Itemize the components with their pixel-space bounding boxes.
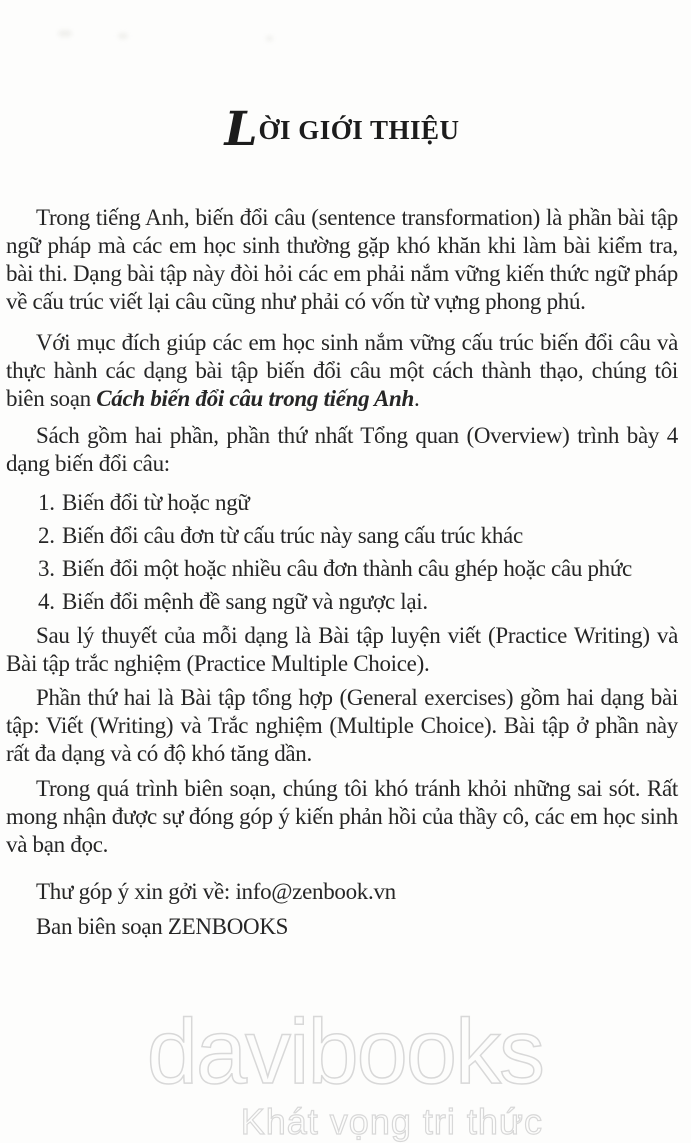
paragraph-3: Sách gồm hai phần, phần thứ nhất Tổng quan (Overview) trình bày 4 dạng biến đổi câu:	[6, 423, 678, 476]
davibooks-watermark	[146, 1001, 543, 1142]
list-item-number: 1.	[38, 490, 55, 515]
list-item-number: 2.	[38, 523, 55, 548]
watermark-slogan-text: Khát vọng tri thức	[240, 1101, 543, 1142]
list-item-number: 3.	[38, 556, 55, 581]
list-item-number: 4.	[38, 589, 55, 614]
paragraph-4: Sau lý thuyết của mỗi dạng là Bài tập luyện viết (Practice Writing) và Bài tập trắc nghiệm (Practice Multiple Choice).	[6, 623, 678, 676]
list-item	[38, 588, 678, 616]
paragraph-5: Phần thứ hai là Bài tập tổng hợp (General exercises) gồm hai dạng bài tập: Viết (Writing) và Trắc nghiệm (Multiple Choice). Bài tập ở phần này rất đa dạng và có độ khó tăng dần.	[6, 685, 678, 766]
paragraph-2	[6, 329, 678, 413]
paragraph-2-period: .	[413, 386, 420, 411]
paragraph-6: Trong quá trình biên soạn, chúng tôi khó tránh khỏi những sai sót. Rất mong nhận được sự đóng góp ý kiến phản hồi của thầy cô, các em học sinh và bạn đọc.	[6, 776, 678, 857]
feedback-email-line: Thư góp ý xin gởi về: info@zenbook.vn	[36, 879, 396, 904]
editorial-signature-line: Ban biên soạn ZENBOOKS	[36, 914, 289, 939]
transformation-type-list	[6, 489, 678, 616]
scan-speck	[266, 36, 273, 41]
title-drop-initial: L	[224, 102, 258, 157]
list-item-text: Biến đổi câu đơn từ cấu trúc này sang cấu trúc khác	[62, 523, 523, 548]
list-item	[38, 555, 678, 583]
scan-speck	[118, 33, 128, 39]
page-title	[6, 102, 678, 158]
list-item-text: Biến đổi một hoặc nhiều câu đơn thành câu ghép hoặc câu phức	[62, 556, 632, 581]
scan-speck	[58, 30, 72, 37]
paragraph-1: Trong tiếng Anh, biến đổi câu (sentence transformation) là phần bài tập ngữ pháp mà các em học sinh thường gặp khó khăn khi làm bài kiểm tra, bài thi. Dạng bài tập này đòi hỏi các em phải nắm vững kiến thức ngữ pháp về cấu trúc viết lại câu cũng như phải có vốn từ vựng phong phú.	[6, 205, 678, 314]
list-item	[38, 522, 678, 550]
book-title-emphasis: Cách biến đổi câu trong tiếng Anh	[96, 386, 414, 411]
watermark-brand-text: davibooks	[146, 1001, 543, 1103]
paragraph-2-text: Với mục đích giúp các em học sinh nắm vững cấu trúc biến đổi câu và thực hành các dạng bài tập biến đổi câu một cách thành thạo, chúng tôi biên soạn	[6, 330, 678, 411]
list-item	[38, 489, 678, 517]
list-item-text: Biến đổi từ hoặc ngữ	[62, 490, 250, 515]
list-item-text: Biến đổi mệnh đề sang ngữ và ngược lại.	[62, 589, 428, 614]
title-text: ỜI GIỚI THIỆU	[258, 115, 460, 145]
